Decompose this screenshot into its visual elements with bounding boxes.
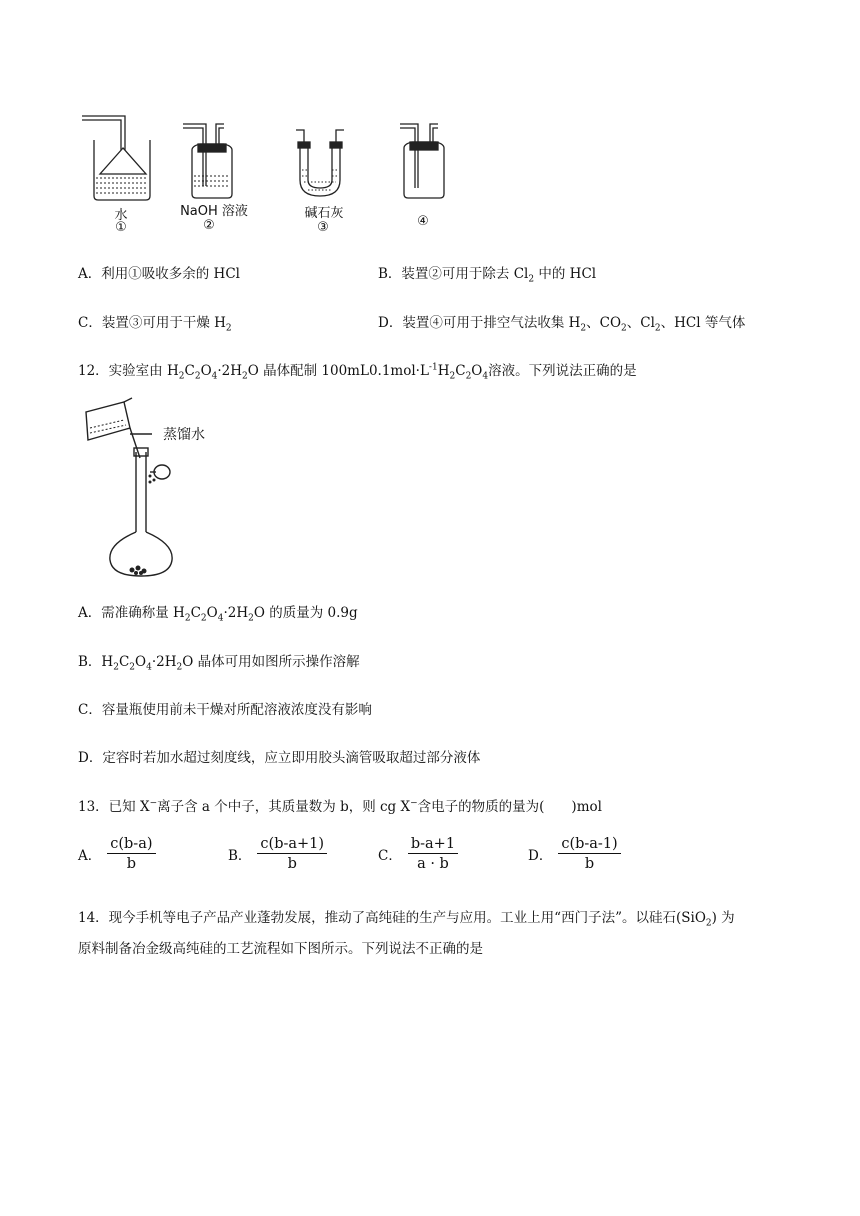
volumetric-flask-icon: [80, 382, 230, 582]
wash-bottle-icon: [183, 124, 232, 198]
apparatus-figure: [78, 110, 378, 240]
q14-stem-line1: 14．现今手机等电子产品产业蓬勃发展，推动了高纯硅的生产与应用。工业上用“西门子法”。以硅石(SiO$_2$) 为: [78, 910, 735, 929]
q11-option-b: B．装置②可用于除去 $Cl_2$ 中的 HCl: [378, 266, 597, 285]
q11-option-d: D．装置④可用于排空气法收集 $H_2$、$CO_2$、$Cl_2$、HCl 等气体: [378, 315, 746, 334]
q12-option-b: B．$H_2C_2O_4\cdot 2H_2O$ 晶体可用如图所示操作溶解: [78, 654, 360, 673]
q13-fraction-c: $\frac{b-a+1}{a \cdot b}$: [408, 836, 458, 872]
q13-fraction-b: $\frac{c(b-a+1)}{b}$: [257, 836, 327, 872]
q11-option-c: C．装置③可用于干燥 $H_2$: [78, 315, 232, 334]
apparatus-2-label: NaOH 溶液: [180, 204, 248, 219]
q13-option-c: C． $\frac{b-a+1}{a \cdot b}$: [378, 836, 458, 872]
q13-fraction-d: $\frac{c(b-a-1)}{b}$: [558, 836, 620, 872]
apparatus-3-number: ③: [317, 220, 329, 235]
u-tube-icon: [296, 130, 344, 196]
q13-option-d: D． $\frac{c(b-a-1)}{b}$: [528, 836, 621, 872]
volumetric-flask-figure: [80, 382, 230, 582]
q14-stem-line2: 原料制备冶金级高纯硅的工艺流程如下图所示。下列说法不正确的是: [78, 941, 483, 957]
distilled-water-label: 蒸馏水: [163, 427, 205, 443]
q13-fraction-a: $\frac{c(b-a)}{b}$: [107, 836, 155, 872]
apparatus-4: [390, 118, 460, 238]
apparatus-4-number: ④: [417, 214, 429, 229]
apparatus-2-number: ②: [203, 218, 215, 233]
q13-option-b: B． $\frac{c(b-a+1)}{b}$: [228, 836, 327, 872]
apparatus-1-number: ①: [115, 220, 127, 235]
apparatus-1-label: 水: [114, 208, 128, 223]
apparatus-3-label: 碱石灰: [304, 206, 344, 221]
q12-option-c: C．容量瓶使用前未干燥对所配溶液浓度没有影响: [78, 702, 372, 718]
q12-option-a: A．需准确称量 $H_2C_2O_4\cdot 2H_2O$ 的质量为 0.9g: [78, 605, 358, 624]
gas-bottle-icon: [390, 118, 460, 202]
q12-option-d: D．定容时若加水超过刻度线，应立即用胶头滴管吸取超过部分液体: [78, 750, 481, 766]
apparatus-drawing: [78, 110, 378, 210]
beaker-funnel-icon: [82, 116, 150, 200]
q13-option-a: A． $\frac{c(b-a)}{b}$: [78, 836, 156, 872]
q12-stem: 12．实验室由 $H_2C_2O_4\cdot 2H_2O$ 晶体配制 $100mL0.1mol\cdot L^{-1}H_2C_2O_4$溶液。下列说法正确的是: [78, 362, 637, 382]
q13-stem: 13．已知 X−离子含 a 个中子，其质量数为 b，则 cg X−含电子的物质的量为( )mol: [78, 798, 602, 815]
q11-option-a: A．利用①吸收多余的 HCl: [78, 266, 240, 282]
